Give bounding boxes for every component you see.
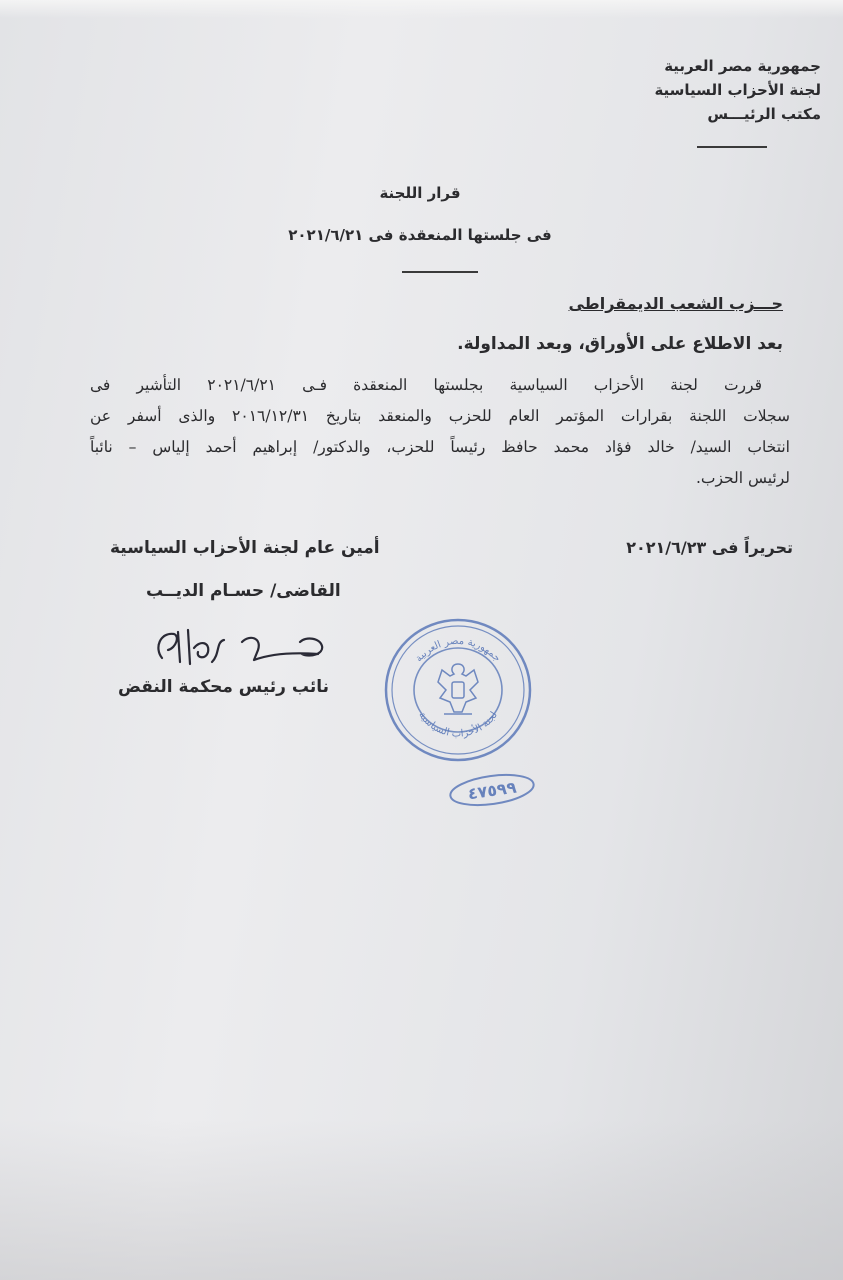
page-shadow bbox=[0, 1120, 843, 1280]
signatory-name: القاضى/ حسـام الديــب bbox=[146, 581, 341, 601]
decision-body bbox=[90, 370, 790, 494]
handwritten-signature bbox=[150, 618, 340, 678]
letterhead bbox=[561, 54, 821, 126]
body-line: انتخاب السيد/ خالد فؤاد محمد حافظ رئيساً للحزب، والدكتور/ إبراهيم أحمد إلياس – نائباً bbox=[90, 438, 790, 456]
letterhead-office: مكتب الرئيـــس bbox=[707, 105, 821, 123]
stamp-number: ٤٧٥٩٩ bbox=[466, 777, 518, 804]
signatory-role: نائب رئيس محكمة النقض bbox=[118, 677, 329, 697]
registration-stamp bbox=[446, 772, 538, 808]
issue-date: تحريراً فى ٢٠٢١/٦/٢٣ bbox=[626, 538, 793, 557]
seal-bottom-text: لجنة الأحزاب السياسية bbox=[416, 709, 500, 740]
letterhead-country: جمهورية مصر العربية bbox=[664, 57, 821, 75]
body-line: لرئيس الحزب. bbox=[695, 469, 790, 487]
seal-top-text: جمهورية مصر العربية bbox=[413, 635, 503, 665]
party-name: حـــزب الشعب الديمقراطى bbox=[568, 294, 783, 313]
decision-session: فى جلستها المنعقدة فى ٢٠٢١/٦/٢١ bbox=[288, 226, 552, 244]
letterhead-divider bbox=[697, 146, 767, 148]
signatory-title: أمين عام لجنة الأحزاب السياسية bbox=[110, 538, 380, 558]
committee-seal bbox=[380, 614, 536, 770]
body-line: قررت لجنة الأحزاب السياسية بجلستها المنعقدة فـى ٢٠٢١/٦/٢١ التأشير فى bbox=[90, 376, 762, 394]
letterhead-committee: لجنة الأحزاب السياسية bbox=[654, 81, 821, 99]
body-line: سجلات اللجنة بقرارات المؤتمر العام للحزب والمنعقد بتاريخ ٢٠١٦/١٢/٣١ والذى أسفر عن bbox=[90, 407, 790, 425]
title-divider bbox=[402, 271, 478, 273]
page-edge bbox=[0, 0, 843, 18]
preamble: بعد الاطلاع على الأوراق، وبعد المداولة. bbox=[457, 334, 783, 354]
eagle-emblem-icon bbox=[438, 664, 478, 714]
decision-title: قرار اللجنة bbox=[379, 184, 461, 202]
